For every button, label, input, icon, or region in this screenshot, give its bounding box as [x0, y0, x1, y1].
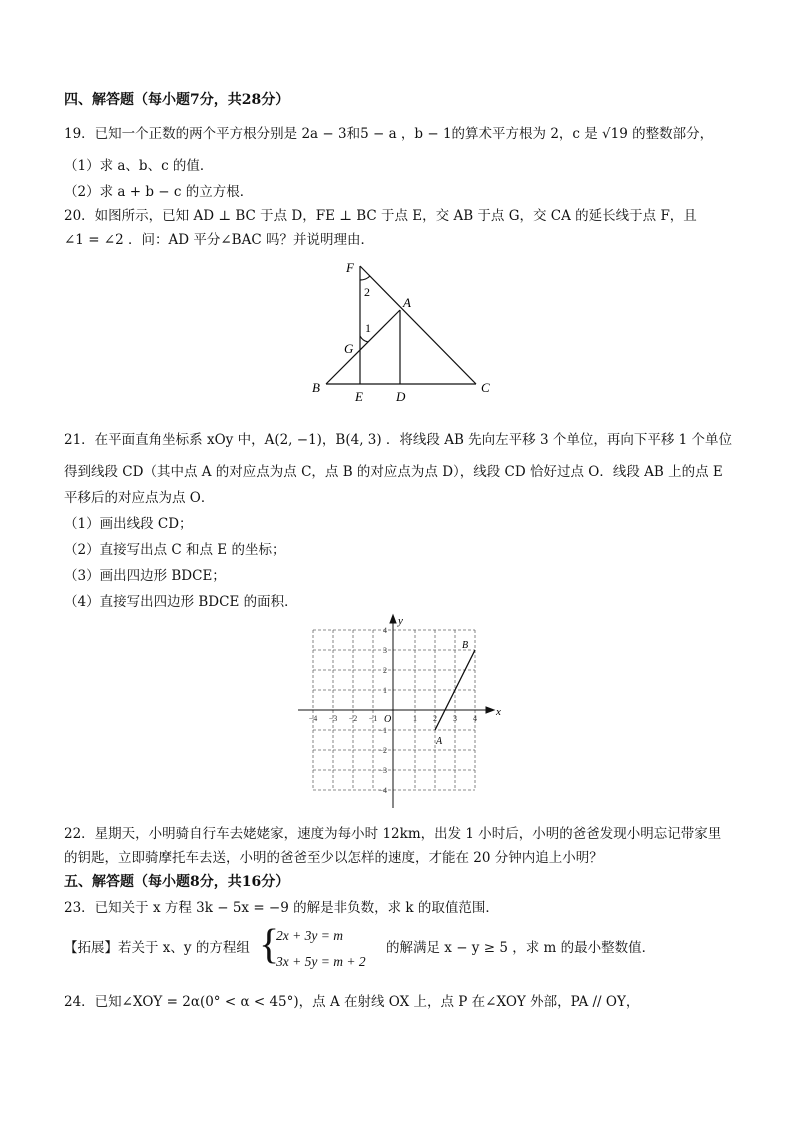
y-tick-label: 3: [383, 646, 387, 655]
y-tick-label: 2: [383, 666, 387, 675]
q22-text-line2: 的钥匙，立即骑摩托车去送，小明的爸爸至少以怎样的速度，才能在 20 分钟内追上小明？: [64, 850, 603, 866]
point-a-label: A: [436, 736, 443, 747]
q19-text: 19．已知一个正数的两个平方根分别是 2a − 3和5 − a ，b − 1的算术平方根为 2，c 是 √19 的整数部分，: [64, 126, 714, 142]
q22-text-line1: 22．星期天，小明骑自行车去姥姥家，速度为每小时 12km，出发 1 小时后，小明的爸爸发现小明忘记带家里: [64, 826, 722, 842]
section-5-title: 五、解答题（每小题8分，共16分）: [64, 874, 290, 890]
segment-fc: [360, 266, 476, 384]
q19-part2: （2）求 a + b − c 的立方根．: [64, 184, 254, 200]
y-tick-label: −3: [378, 766, 387, 775]
q21-part3: （3）画出四边形 BDCE；: [64, 568, 226, 584]
equation-2: 3x + 5y = m + 2: [276, 954, 366, 969]
label-c: C: [481, 380, 490, 395]
label-a: A: [403, 295, 411, 310]
label-d: D: [396, 389, 406, 404]
q20-triangle-figure: [300, 256, 510, 406]
q21-text-line1: 21．在平面直角坐标系 xOy 中，A(2, −1)，B(4, 3) ．将线段 AB 先向左平移 3 个单位，再向下平移 1 个单位: [64, 432, 733, 448]
x-tick-label: −3: [328, 714, 338, 723]
angle-1-arc: [360, 336, 368, 342]
x-tick-label: −2: [348, 714, 358, 723]
q23-extension-prefix: 【拓展】若关于 x、y 的方程组: [64, 940, 250, 956]
y-tick-label: −2: [378, 746, 387, 755]
x-tick-label: −1: [368, 714, 378, 723]
label-g: G: [344, 341, 354, 356]
label-angle-2: 2: [364, 285, 370, 299]
x-tick-label: 3: [453, 714, 457, 723]
q21-part1: （1）画出线段 CD；: [64, 516, 193, 532]
x-tick-label: 2: [433, 714, 437, 723]
y-axis-arrow: [390, 615, 396, 623]
label-f: F: [346, 260, 354, 275]
q21-text-line2: 得到线段 CD（其中点 A 的对应点为点 C，点 B 的对应点为点 D），线段 CD 恰好过点 O．线段 AB 上的点 E: [64, 464, 723, 480]
q19-part1: （1）求 a、b、c 的值．: [64, 158, 214, 174]
equation-1: 2x + 3y = m: [276, 928, 343, 943]
q23-text: 23．已知关于 x 方程 3k − 5x = −9 的解是非负数，求 k 的取值范围．: [64, 900, 499, 916]
y-tick-label: 4: [383, 626, 387, 635]
x-axis-label: x: [496, 706, 501, 718]
q21-coordinate-grid: [296, 612, 502, 816]
origin-label: O: [384, 714, 392, 725]
section-4-title: 四、解答题（每小题7分，共28分）: [64, 92, 290, 108]
y-tick-label: −4: [378, 786, 387, 795]
q21-part4: （4）直接写出四边形 BDCE 的面积．: [64, 594, 298, 610]
label-angle-1: 1: [365, 321, 371, 335]
x-tick-label: 1: [413, 714, 417, 723]
x-tick-label: 4: [473, 714, 477, 723]
y-axis-label: y: [398, 615, 403, 627]
segment-ba: [326, 310, 400, 384]
q21-part2: （2）直接写出点 C 和点 E 的坐标；: [64, 542, 286, 558]
label-e: E: [355, 389, 363, 404]
label-b: B: [312, 380, 320, 395]
q20-text-line1: 20．如图所示，已知 AD ⊥ BC 于点 D，FE ⊥ BC 于点 E，交 AB 于点 G，交 CA 的延长线于点 F，且: [64, 208, 697, 224]
q24-text: 24．已知∠XOY = 2α(0° < α < 45°)，点 A 在射线 OX 上，点 P 在∠XOY 外部，PA // OY，: [64, 994, 640, 1010]
q20-text-line2: ∠1 = ∠2 ．问：AD 平分∠BAC 吗？并说明理由．: [64, 232, 374, 248]
q23-extension-suffix: 的解满足 x − y ≥ 5 ，求 m 的最小整数值．: [386, 940, 656, 956]
angle-2-arc: [360, 276, 370, 280]
y-tick-label: −1: [378, 726, 387, 735]
equation-system-brace: {: [259, 922, 280, 968]
y-tick-label: 1: [383, 686, 387, 695]
q21-text-line3: 平移后的对应点为点 O．: [64, 490, 215, 506]
point-b-label: B: [462, 640, 469, 651]
x-tick-label: −4: [308, 714, 318, 723]
x-axis-arrow: [486, 707, 494, 713]
